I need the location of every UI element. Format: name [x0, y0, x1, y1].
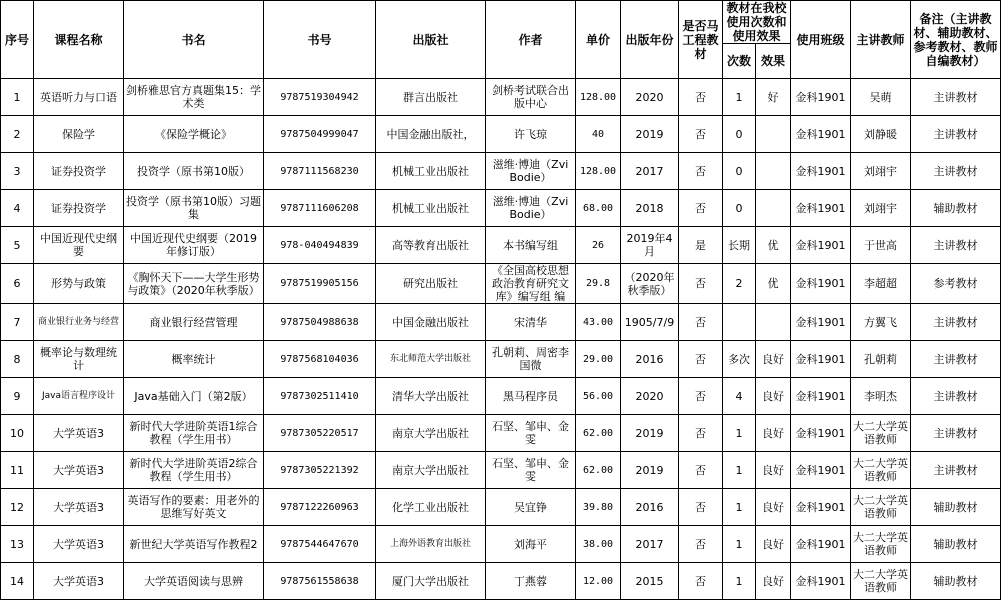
cell-times: 2: [723, 264, 756, 304]
cell-note: 主讲教材: [911, 79, 1001, 116]
cell-seq: 1: [1, 79, 34, 116]
cell-price: 38.00: [576, 526, 621, 563]
table-row: [1, 79, 1001, 116]
cell-price: 62.00: [576, 452, 621, 489]
cell-book: 新时代大学进阶英语2综合教程（学生用书）: [124, 452, 264, 489]
cell-times: 1: [723, 452, 756, 489]
cell-marxism: 否: [679, 79, 723, 116]
cell-teacher: 大二大学英语教师: [851, 415, 911, 452]
cell-isbn: 9787122260963: [264, 489, 376, 526]
cell-teacher: 孔朝莉: [851, 341, 911, 378]
cell-effect: 优: [756, 264, 791, 304]
cell-times: 多次: [723, 341, 756, 378]
cell-course: 中国近现代史纲要: [34, 227, 124, 264]
cell-times: 0: [723, 116, 756, 153]
cell-isbn: 9787519304942: [264, 79, 376, 116]
cell-class: 金科1901: [791, 341, 851, 378]
cell-effect: 良好: [756, 489, 791, 526]
cell-isbn: 9787519905156: [264, 264, 376, 304]
cell-class: 金科1901: [791, 563, 851, 600]
cell-author: 滋维·博迪（Zvi Bodie）: [486, 153, 576, 190]
cell-teacher: 大二大学英语教师: [851, 526, 911, 563]
cell-seq: 3: [1, 153, 34, 190]
cell-marxism: 否: [679, 116, 723, 153]
cell-teacher: 大二大学英语教师: [851, 452, 911, 489]
header-course: 课程名称: [34, 1, 124, 79]
cell-publisher: 机械工业出版社: [376, 153, 486, 190]
cell-effect: 良好: [756, 526, 791, 563]
cell-marxism: 是: [679, 227, 723, 264]
cell-effect: [756, 304, 791, 341]
cell-times: 1: [723, 526, 756, 563]
cell-seq: 6: [1, 264, 34, 304]
header-marxism: 是否马工程教材: [679, 1, 723, 79]
cell-seq: 13: [1, 526, 34, 563]
cell-year: （2020年秋季版）: [621, 264, 679, 304]
cell-book: 大学英语阅读与思辨: [124, 563, 264, 600]
table-row: [1, 227, 1001, 264]
cell-effect: [756, 116, 791, 153]
cell-class: 金科1901: [791, 153, 851, 190]
cell-isbn: 9787561558638: [264, 563, 376, 600]
table-row: [1, 452, 1001, 489]
cell-teacher: 刘翊宇: [851, 153, 911, 190]
cell-author: 吴宜铮: [486, 489, 576, 526]
header-teacher: 主讲教师: [851, 1, 911, 79]
cell-teacher: 李超超: [851, 264, 911, 304]
table-row: [1, 415, 1001, 452]
cell-price: 128.00: [576, 153, 621, 190]
cell-times: 1: [723, 415, 756, 452]
cell-publisher: 机械工业出版社: [376, 190, 486, 227]
cell-class: 金科1901: [791, 116, 851, 153]
cell-note: 主讲教材: [911, 415, 1001, 452]
cell-seq: 8: [1, 341, 34, 378]
header-author: 作者: [486, 1, 576, 79]
cell-class: 金科1901: [791, 264, 851, 304]
cell-book: 《保险学概论》: [124, 116, 264, 153]
cell-effect: 良好: [756, 415, 791, 452]
cell-book: 新时代大学进阶英语1综合教程（学生用书）: [124, 415, 264, 452]
cell-class: 金科1901: [791, 526, 851, 563]
cell-seq: 12: [1, 489, 34, 526]
cell-times: 长期: [723, 227, 756, 264]
cell-price: 29.00: [576, 341, 621, 378]
cell-seq: 11: [1, 452, 34, 489]
cell-seq: 14: [1, 563, 34, 600]
cell-times: [723, 304, 756, 341]
cell-price: 56.00: [576, 378, 621, 415]
cell-isbn: 9787504999047: [264, 116, 376, 153]
cell-class: 金科1901: [791, 79, 851, 116]
cell-price: 62.00: [576, 415, 621, 452]
cell-isbn: 9787111568230: [264, 153, 376, 190]
cell-effect: 良好: [756, 341, 791, 378]
cell-seq: 5: [1, 227, 34, 264]
cell-publisher: 高等教育出版社: [376, 227, 486, 264]
cell-isbn: 9787568104036: [264, 341, 376, 378]
header-row: [1, 1, 1001, 44]
cell-publisher: 化学工业出版社: [376, 489, 486, 526]
cell-class: 金科1901: [791, 415, 851, 452]
cell-teacher: 方翼飞: [851, 304, 911, 341]
cell-price: 68.00: [576, 190, 621, 227]
cell-note: 主讲教材: [911, 227, 1001, 264]
cell-year: 2019: [621, 415, 679, 452]
cell-note: 参考教材: [911, 264, 1001, 304]
cell-note: 辅助教材: [911, 563, 1001, 600]
cell-author: 宋清华: [486, 304, 576, 341]
cell-teacher: 吴萌: [851, 79, 911, 116]
cell-marxism: 否: [679, 304, 723, 341]
header-class: 使用班级: [791, 1, 851, 79]
cell-course: 英语听力与口语: [34, 79, 124, 116]
cell-year: 2016: [621, 341, 679, 378]
cell-marxism: 否: [679, 489, 723, 526]
cell-teacher: 大二大学英语教师: [851, 489, 911, 526]
cell-marxism: 否: [679, 563, 723, 600]
cell-publisher: 厦门大学出版社: [376, 563, 486, 600]
cell-course: 商业银行业务与经营: [34, 304, 124, 341]
cell-teacher: 刘翊宇: [851, 190, 911, 227]
cell-marxism: 否: [679, 190, 723, 227]
cell-course: 大学英语3: [34, 452, 124, 489]
cell-price: 43.00: [576, 304, 621, 341]
cell-course: 大学英语3: [34, 489, 124, 526]
cell-isbn: 9787302511410: [264, 378, 376, 415]
header-publisher: 出版社: [376, 1, 486, 79]
cell-seq: 9: [1, 378, 34, 415]
cell-class: 金科1901: [791, 304, 851, 341]
cell-note: 辅助教材: [911, 190, 1001, 227]
table-row: [1, 190, 1001, 227]
cell-publisher: 上海外语教育出版社: [376, 526, 486, 563]
table-row: [1, 526, 1001, 563]
cell-teacher: 李明杰: [851, 378, 911, 415]
cell-publisher: 研究出版社: [376, 264, 486, 304]
cell-teacher: 大二大学英语教师: [851, 563, 911, 600]
cell-publisher: 东北师范大学出版社: [376, 341, 486, 378]
table-row: [1, 563, 1001, 600]
cell-course: 大学英语3: [34, 415, 124, 452]
cell-times: 0: [723, 190, 756, 227]
cell-price: 12.00: [576, 563, 621, 600]
cell-publisher: 清华大学出版社: [376, 378, 486, 415]
cell-course: Java语言程序设计: [34, 378, 124, 415]
cell-publisher: 群言出版社: [376, 79, 486, 116]
cell-author: 石坚、邹申、金雯: [486, 415, 576, 452]
cell-year: 2018: [621, 190, 679, 227]
cell-marxism: 否: [679, 415, 723, 452]
cell-effect: 良好: [756, 452, 791, 489]
cell-class: 金科1901: [791, 489, 851, 526]
cell-book: 概率统计: [124, 341, 264, 378]
cell-book: 新世纪大学英语写作教程2: [124, 526, 264, 563]
cell-year: 2017: [621, 153, 679, 190]
cell-book: 商业银行经营管理: [124, 304, 264, 341]
cell-author: 丁燕蓉: [486, 563, 576, 600]
cell-seq: 4: [1, 190, 34, 227]
cell-isbn: 9787111606208: [264, 190, 376, 227]
cell-price: 29.8: [576, 264, 621, 304]
cell-course: 保险学: [34, 116, 124, 153]
cell-book: 投资学（原书第10版）习题集: [124, 190, 264, 227]
cell-teacher: 于世高: [851, 227, 911, 264]
cell-course: 证券投资学: [34, 153, 124, 190]
cell-course: 概率论与数理统计: [34, 341, 124, 378]
table-row: [1, 264, 1001, 304]
cell-course: 证券投资学: [34, 190, 124, 227]
header-note: 备注（主讲教材、辅助教材、参考教材、教师自编教材）: [911, 1, 1001, 79]
cell-note: 辅助教材: [911, 489, 1001, 526]
cell-effect: [756, 153, 791, 190]
cell-marxism: 否: [679, 341, 723, 378]
table-row: [1, 378, 1001, 415]
table-row: [1, 341, 1001, 378]
table-row: [1, 153, 1001, 190]
cell-price: 128.00: [576, 79, 621, 116]
cell-teacher: 刘静暖: [851, 116, 911, 153]
cell-effect: 良好: [756, 378, 791, 415]
cell-note: 主讲教材: [911, 153, 1001, 190]
table-body: [1, 79, 1001, 600]
cell-times: 0: [723, 153, 756, 190]
cell-seq: 10: [1, 415, 34, 452]
cell-isbn: 9787305221392: [264, 452, 376, 489]
cell-note: 主讲教材: [911, 341, 1001, 378]
cell-marxism: 否: [679, 526, 723, 563]
cell-year: 2020: [621, 378, 679, 415]
cell-publisher: 南京大学出版社: [376, 452, 486, 489]
cell-class: 金科1901: [791, 190, 851, 227]
cell-author: 滋维·博迪（Zvi Bodie）: [486, 190, 576, 227]
header-year: 出版年份: [621, 1, 679, 79]
cell-marxism: 否: [679, 153, 723, 190]
header-effect: 效果: [756, 44, 791, 79]
cell-book: 《胸怀天下——大学生形势与政策》（2020年秋季版）: [124, 264, 264, 304]
cell-times: 4: [723, 378, 756, 415]
cell-year: 2020: [621, 79, 679, 116]
header-isbn: 书号: [264, 1, 376, 79]
cell-year: 2019: [621, 452, 679, 489]
cell-author: 石坚、邹申、金雯: [486, 452, 576, 489]
cell-author: 刘海平: [486, 526, 576, 563]
table-row: [1, 304, 1001, 341]
cell-isbn: 9787504988638: [264, 304, 376, 341]
cell-note: 辅助教材: [911, 526, 1001, 563]
cell-author: 孔朝莉、周密李国微: [486, 341, 576, 378]
header-usage-group: 教材在我校使用次数和使用效果: [723, 1, 791, 44]
cell-course: 形势与政策: [34, 264, 124, 304]
cell-class: 金科1901: [791, 452, 851, 489]
cell-year: 1905/7/9: [621, 304, 679, 341]
cell-class: 金科1901: [791, 378, 851, 415]
cell-marxism: 否: [679, 378, 723, 415]
cell-author: 剑桥考试联合出版中心: [486, 79, 576, 116]
table-row: [1, 116, 1001, 153]
cell-effect: 良好: [756, 563, 791, 600]
cell-note: 主讲教材: [911, 378, 1001, 415]
cell-book: Java基础入门（第2版）: [124, 378, 264, 415]
cell-book: 英语写作的要素：用老外的思维写好英文: [124, 489, 264, 526]
cell-year: 2016: [621, 489, 679, 526]
header-seq: 序号: [1, 1, 34, 79]
cell-price: 40: [576, 116, 621, 153]
cell-class: 金科1901: [791, 227, 851, 264]
cell-book: 剑桥雅思官方真题集15：学术类: [124, 79, 264, 116]
cell-course: 大学英语3: [34, 563, 124, 600]
header-price: 单价: [576, 1, 621, 79]
cell-isbn: 9787544647670: [264, 526, 376, 563]
cell-publisher: 南京大学出版社: [376, 415, 486, 452]
cell-author: 许飞琼: [486, 116, 576, 153]
header-times: 次数: [723, 44, 756, 79]
header-book: 书名: [124, 1, 264, 79]
cell-author: 《全国高校思想政治教育研究文库》编写组 编: [486, 264, 576, 304]
cell-times: 1: [723, 563, 756, 600]
cell-times: 1: [723, 489, 756, 526]
cell-author: 本书编写组: [486, 227, 576, 264]
cell-book: 中国近现代史纲要（2019年修订版）: [124, 227, 264, 264]
cell-note: 主讲教材: [911, 304, 1001, 341]
cell-price: 26: [576, 227, 621, 264]
cell-note: 主讲教材: [911, 452, 1001, 489]
cell-publisher: 中国金融出版社，: [376, 116, 486, 153]
cell-year: 2019: [621, 116, 679, 153]
cell-publisher: 中国金融出版社: [376, 304, 486, 341]
cell-course: 大学英语3: [34, 526, 124, 563]
cell-times: 1: [723, 79, 756, 116]
cell-marxism: 否: [679, 264, 723, 304]
cell-author: 黑马程序员: [486, 378, 576, 415]
cell-price: 39.80: [576, 489, 621, 526]
cell-isbn: 9787305220517: [264, 415, 376, 452]
table-row: [1, 489, 1001, 526]
cell-year: 2019年4月: [621, 227, 679, 264]
cell-year: 2015: [621, 563, 679, 600]
cell-year: 2017: [621, 526, 679, 563]
cell-seq: 2: [1, 116, 34, 153]
cell-marxism: 否: [679, 452, 723, 489]
cell-effect: [756, 190, 791, 227]
cell-seq: 7: [1, 304, 34, 341]
cell-effect: 好: [756, 79, 791, 116]
cell-book: 投资学（原书第10版）: [124, 153, 264, 190]
cell-isbn: 978-040494839: [264, 227, 376, 264]
cell-note: 主讲教材: [911, 116, 1001, 153]
cell-effect: 优: [756, 227, 791, 264]
